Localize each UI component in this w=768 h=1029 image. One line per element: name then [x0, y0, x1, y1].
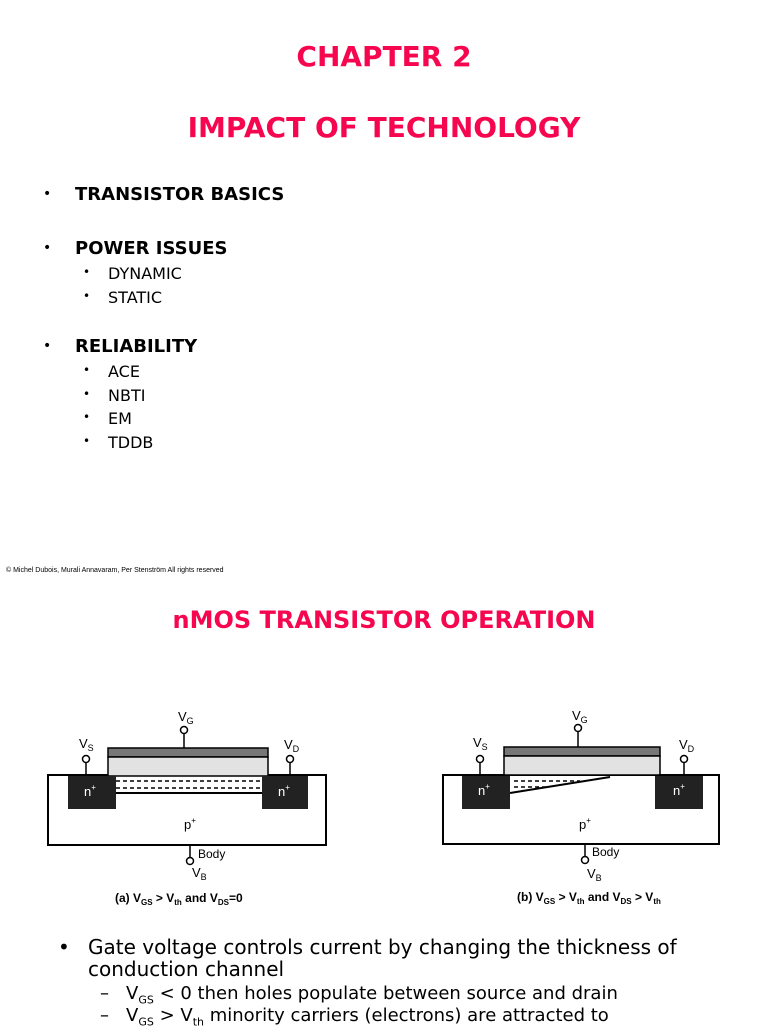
sub-bullet-text: $V_{GS} < 0$ then holes populate between source and drain	[126, 983, 618, 1007]
p-plus-label: p+	[579, 816, 591, 832]
source-voltage-label: $V_S$	[473, 735, 488, 752]
bullet-icon: •	[83, 289, 91, 303]
body-label: Body	[592, 845, 620, 859]
sub-list-item-label: ACE	[108, 362, 140, 381]
list-item-label: TRANSISTOR BASICS	[75, 184, 285, 205]
caption-a: (a) $V_{GS} > V_{th}$ and $V_{DS}=0$	[115, 891, 243, 907]
list-item-label: RELIABILITY	[75, 336, 198, 357]
body-voltage-label: $V_B$	[587, 866, 602, 883]
body-label: Body	[198, 847, 226, 861]
bullet-icon: •	[43, 338, 52, 354]
slide-title: IMPACT OF TECHNOLOGY	[187, 111, 581, 144]
bullet-icon: •	[58, 935, 70, 959]
drain-voltage-label: $V_D$	[284, 737, 300, 754]
bullet-icon: •	[83, 410, 91, 424]
dash-icon: –	[100, 983, 109, 1004]
bullet-icon: •	[83, 363, 91, 377]
bullet-icon: •	[43, 240, 52, 256]
gate-voltage-label: $V_G$	[178, 709, 194, 726]
drain-voltage-label: $V_D$	[679, 737, 695, 754]
n-plus-label: n+	[278, 783, 290, 799]
n-plus-label: n+	[478, 782, 490, 798]
sub-list-item-label: NBTI	[108, 386, 146, 405]
slide-title: nMOS TRANSISTOR OPERATION	[172, 606, 596, 634]
copyright-notice: © Michel Dubois, Murali Annavaram, Per Stenström All rights reserved	[6, 567, 224, 574]
nmos-diagram	[0, 700, 768, 920]
sub-bullet-text: $V_{GS} > V_{th}$ minority carriers (electrons) are attracted to	[126, 1005, 609, 1029]
sub-list-item-label: DYNAMIC	[108, 264, 182, 283]
sub-list-item-label: EM	[108, 409, 132, 428]
source-voltage-label: $V_S$	[79, 736, 94, 753]
transistor-a	[48, 709, 326, 907]
bullet-icon: •	[83, 387, 91, 401]
body-voltage-label: $V_B$	[192, 865, 207, 882]
body-bullet-text: Gate voltage controls current by changing the thickness of conduction channel	[88, 935, 677, 981]
caption-b: (b) $V_{GS} > V_{th}$ and $V_{DS} > V_{th}$	[517, 890, 661, 906]
sub-list-item-label: TDDB	[108, 433, 154, 452]
dash-icon: –	[100, 1005, 109, 1026]
transistor-b	[443, 708, 719, 906]
bullet-icon: •	[43, 186, 52, 202]
bullet-icon: •	[83, 265, 91, 279]
gate-voltage-label: $V_G$	[572, 708, 588, 725]
chapter-heading: CHAPTER 2	[296, 40, 472, 73]
list-item-label: POWER ISSUES	[75, 238, 228, 259]
n-plus-label: n+	[673, 782, 685, 798]
p-plus-label: p+	[184, 816, 196, 832]
n-plus-label: n+	[84, 783, 96, 799]
bullet-icon: •	[83, 434, 91, 448]
sub-list-item-label: STATIC	[108, 288, 163, 307]
